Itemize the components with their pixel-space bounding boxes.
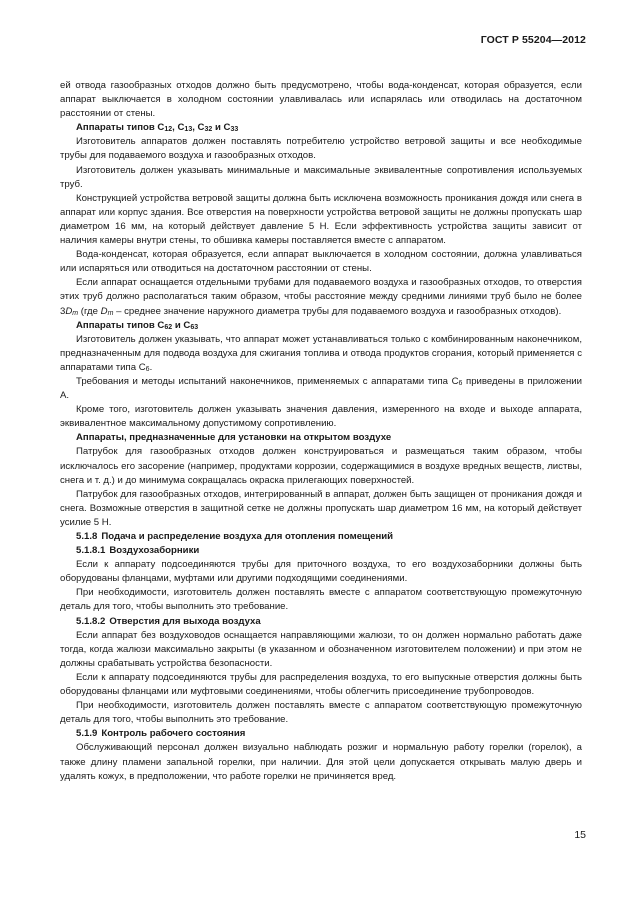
page-number: 15 <box>574 829 586 841</box>
section-number: 5.1.8.2 <box>76 615 106 627</box>
paragraph: Конструкцией устройства ветровой защиты должна быть исключена возможность проникания дождя или снега в аппарат или корпус здания. Все отверстия на поверхности устройства ветровой защиты не должны пропускать шар диаметром 16 мм, на который действует давление 5 Н. Если эффективность устройства защиты зависит от наличия камеры внутри стены, то обшивка камеры поставляется вместе с аппаратом. <box>60 192 582 247</box>
document-body <box>60 79 582 784</box>
paragraph: Если аппарат без воздуховодов оснащается направляющими жалюзи, то он должен нормально работать даже тогда, когда жалюзи максимально закрыты (в указанном и обозначенном изготовителем положении) и при этом не должны срабатывать устройства безопасности. <box>60 629 582 669</box>
document-header: ГОСТ Р 55204—2012 <box>480 34 586 46</box>
paragraph: При необходимости, изготовитель должен поставлять вместе с аппаратом соответствующую промежуточную деталь для того, чтобы выполнить это требование. <box>60 587 582 613</box>
section-heading-text: Аппараты типов $C_{12}$, $C_{13}$, $C_{32}$ и $C_{33}$ <box>76 122 239 134</box>
section-heading <box>60 615 582 629</box>
section-heading <box>60 544 582 558</box>
paragraph: Обслуживающий персонал должен визуально наблюдать розжиг и нормальную работу горелки (горелок), а также длину пламени запальной горелки, при наличии. Для этой цели допускается открывать малую дверь и удалять кожух, в предположении, что работе горелки не причиняется вред. <box>60 742 582 782</box>
paragraph: ей отвода газообразных отходов должно быть предусмотрено, чтобы вода-конденсат, которая образуется, если аппарат выключается в холодном состоянии улавливалась или испарялась или отводилась на достаточном расстоянии от стены. <box>60 80 582 120</box>
paragraph: При необходимости, изготовитель должен поставлять вместе с аппаратом соответствующую промежуточную деталь для того, чтобы выполнить это требование. <box>60 700 582 726</box>
paragraph: Изготовитель должен указывать минимальные и максимальные эквивалентные сопротивления используемых труб. <box>60 164 582 190</box>
section-number: 5.1.8 <box>76 531 98 542</box>
section-number: 5.1.8.1 <box>76 545 106 557</box>
section-heading <box>60 319 582 333</box>
paragraph: Изготовитель аппаратов должен поставлять потребителю устройство ветровой защиты и все необходимые трубы для подаваемого воздуха и газообразных отходов. <box>60 136 582 162</box>
section-heading-text: Подача и распределение воздуха для отопления помещений <box>101 531 394 542</box>
section-heading-text: Аппараты типов $C_{62}$ и $C_{63}$ <box>76 319 199 331</box>
section-heading <box>60 530 582 544</box>
section-heading-text: Контроль рабочего состояния <box>101 728 246 740</box>
paragraph: Вода-конденсат, которая образуется, если аппарат выключается в холодном состоянии, должна улавливаться или испаряться или отводиться на достаточном расстоянии от стены. <box>60 249 582 275</box>
section-number: 5.1.9 <box>76 728 98 740</box>
section-heading-text: Аппараты, предназначенные для установки на открытом воздухе <box>76 432 392 444</box>
section-heading <box>60 431 582 445</box>
section-heading-text: Воздухозаборники <box>109 545 200 557</box>
paragraph: Требования и методы испытаний наконечников, применяемых с аппаратами типа $C_6$ приведены в приложении А. <box>60 375 582 402</box>
paragraph: Если к аппарату подсоединяются трубы для распределения воздуха, то его выпускные отверстия должны быть оборудованы фланцами или муфтовыми соединениями, чтобы облегчить присоединение трубопроводов. <box>60 671 582 698</box>
paragraph: Патрубок для газообразных отходов должен конструироваться и размещаться таким образом, чтобы исключалось его засорение (например, продуктами коррозии, содержащимися в воздухе вредных веществ, листвы, снега и т. д.) и до минимума сокращалась окраска прилегающих поверхностей. <box>60 446 582 486</box>
paragraph: Кроме того, изготовитель должен указывать значения давления, измеренного на входе и выходе аппарата, эквивалентное максимальному допустимому сопротивлению. <box>60 404 582 430</box>
paragraph: Если аппарат оснащается отдельными трубами для подаваемого воздуха и газообразных отходов, то отверстия этих труб должно располагаться таким образом, чтобы расстояние между средними линиями труб было не более $3D_m$ (где $D_m$ – среднее значение наружного диаметра трубы для подаваемого воздуха и газообразных отходов). <box>60 277 582 317</box>
paragraph: Если к аппарату подсоединяются трубы для приточного воздуха, то его воздухозаборники должны быть оборудованы фланцами, муфтами или другими подходящими соединениями. <box>60 559 582 585</box>
paragraph: Патрубок для газообразных отходов, интегрированный в аппарат, должен быть защищен от проникания дождя и снега. Возможные отверстия в защитной сетке не должны пропускать шар диаметром 16 мм, на который действует усилие 5 Н. <box>60 488 582 528</box>
section-heading <box>60 121 582 135</box>
paragraph: Изготовитель должен указывать, что аппарат может устанавливаться только с комбинированным наконечником, предназначенным для подвода воздуха для сжигания топлива и отвода продуктов сгорания, который применяется с аппаратами типа $C_6$. <box>60 333 582 373</box>
section-heading <box>60 727 582 741</box>
section-heading-text: Отверстия для выхода воздуха <box>109 615 261 627</box>
